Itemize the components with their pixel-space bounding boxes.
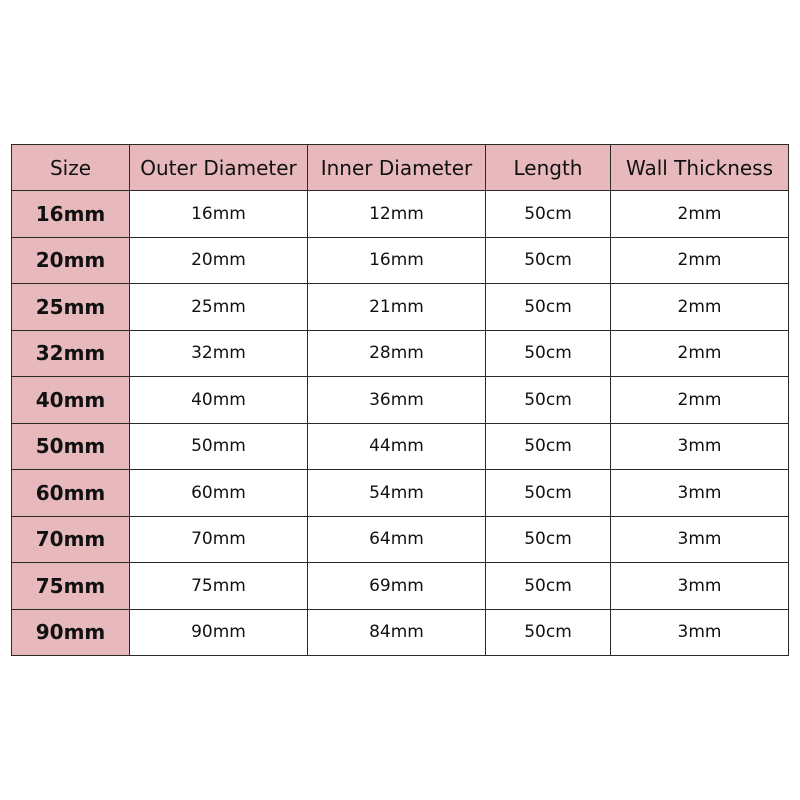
table-row — [12, 470, 789, 517]
wall-thickness-cell: 2mm — [611, 330, 789, 377]
header-size: Size — [12, 145, 130, 191]
length-cell: 50cm — [486, 284, 611, 331]
outer-diameter-cell: 20mm — [130, 237, 308, 284]
wall-thickness-cell: 2mm — [611, 284, 789, 331]
size-cell: 40mm — [12, 377, 130, 424]
outer-diameter-cell: 70mm — [130, 516, 308, 563]
inner-diameter-cell: 64mm — [308, 516, 486, 563]
wall-thickness-cell: 3mm — [611, 563, 789, 610]
length-cell: 50cm — [486, 609, 611, 656]
outer-diameter-cell: 32mm — [130, 330, 308, 377]
inner-diameter-cell: 44mm — [308, 423, 486, 470]
wall-thickness-cell: 2mm — [611, 377, 789, 424]
outer-diameter-cell: 40mm — [130, 377, 308, 424]
length-cell: 50cm — [486, 563, 611, 610]
inner-diameter-cell: 84mm — [308, 609, 486, 656]
size-cell: 75mm — [12, 563, 130, 610]
outer-diameter-cell: 16mm — [130, 191, 308, 238]
size-cell: 60mm — [12, 470, 130, 517]
inner-diameter-cell: 12mm — [308, 191, 486, 238]
inner-diameter-cell: 69mm — [308, 563, 486, 610]
outer-diameter-cell: 90mm — [130, 609, 308, 656]
length-cell: 50cm — [486, 423, 611, 470]
size-cell: 50mm — [12, 423, 130, 470]
header-wall-thickness: Wall Thickness — [611, 145, 789, 191]
inner-diameter-cell: 21mm — [308, 284, 486, 331]
length-cell: 50cm — [486, 191, 611, 238]
size-cell: 16mm — [12, 191, 130, 238]
table-row — [12, 563, 789, 610]
length-cell: 50cm — [486, 516, 611, 563]
inner-diameter-cell: 54mm — [308, 470, 486, 517]
size-cell: 32mm — [12, 330, 130, 377]
size-table — [11, 144, 789, 656]
size-cell: 20mm — [12, 237, 130, 284]
size-cell: 90mm — [12, 609, 130, 656]
wall-thickness-cell: 2mm — [611, 237, 789, 284]
table-body — [12, 191, 789, 656]
length-cell: 50cm — [486, 377, 611, 424]
table-row — [12, 191, 789, 238]
table-row — [12, 237, 789, 284]
header-outer-diameter: Outer Diameter — [130, 145, 308, 191]
header-inner-diameter: Inner Diameter — [308, 145, 486, 191]
wall-thickness-cell: 2mm — [611, 191, 789, 238]
table-row — [12, 423, 789, 470]
length-cell: 50cm — [486, 470, 611, 517]
wall-thickness-cell: 3mm — [611, 516, 789, 563]
outer-diameter-cell: 25mm — [130, 284, 308, 331]
outer-diameter-cell: 75mm — [130, 563, 308, 610]
header-row — [12, 145, 789, 191]
table-row — [12, 609, 789, 656]
inner-diameter-cell: 16mm — [308, 237, 486, 284]
size-cell: 70mm — [12, 516, 130, 563]
length-cell: 50cm — [486, 237, 611, 284]
table-row — [12, 284, 789, 331]
outer-diameter-cell: 50mm — [130, 423, 308, 470]
table-row — [12, 516, 789, 563]
inner-diameter-cell: 28mm — [308, 330, 486, 377]
wall-thickness-cell: 3mm — [611, 609, 789, 656]
inner-diameter-cell: 36mm — [308, 377, 486, 424]
table-row — [12, 330, 789, 377]
length-cell: 50cm — [486, 330, 611, 377]
wall-thickness-cell: 3mm — [611, 470, 789, 517]
table-row — [12, 377, 789, 424]
header-length: Length — [486, 145, 611, 191]
outer-diameter-cell: 60mm — [130, 470, 308, 517]
size-cell: 25mm — [12, 284, 130, 331]
wall-thickness-cell: 3mm — [611, 423, 789, 470]
